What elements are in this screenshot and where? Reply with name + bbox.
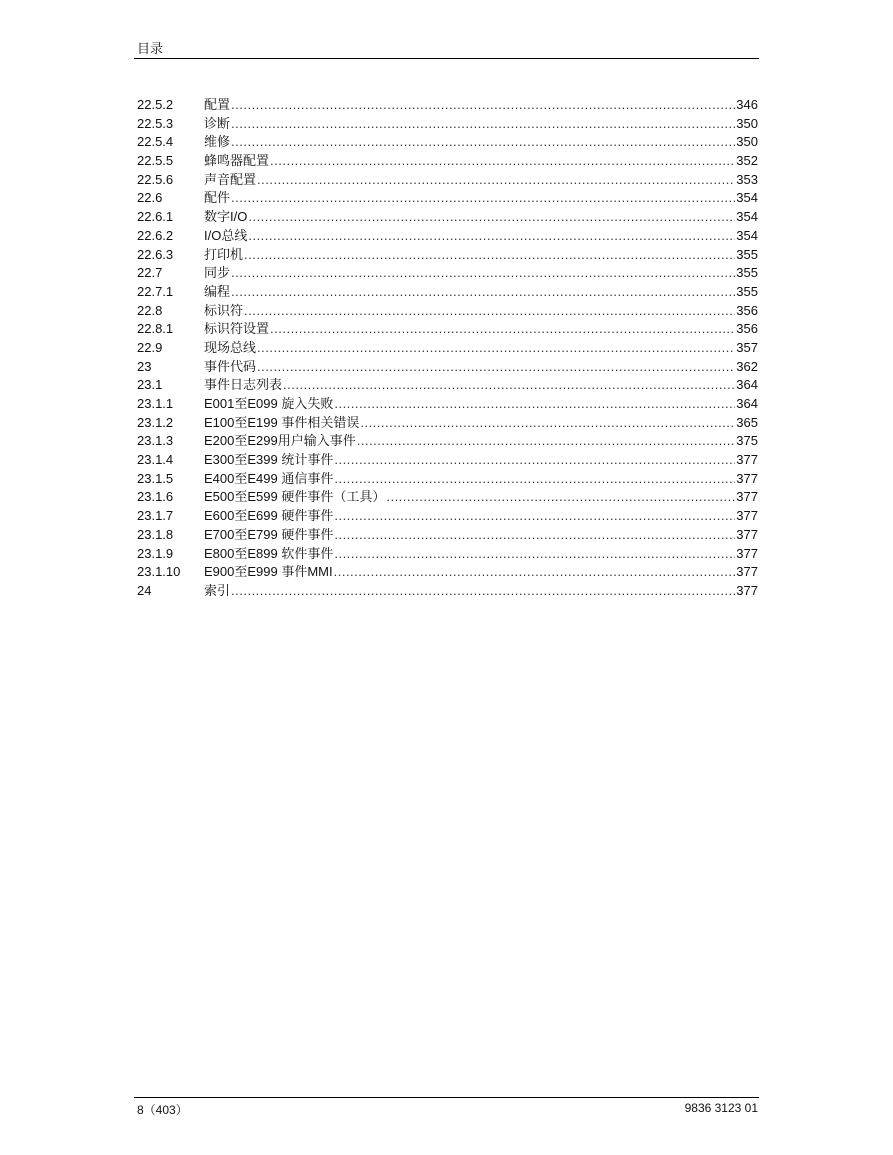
toc-entry-number: 23.1.4 xyxy=(137,452,174,468)
toc-entry-number: 22.8 xyxy=(137,302,163,318)
toc-entry[interactable] xyxy=(137,227,758,246)
toc-entry[interactable] xyxy=(137,339,758,358)
toc-entry-number: 23.1.1 xyxy=(137,396,174,411)
toc-entry-number: 23.1.3 xyxy=(137,433,174,449)
toc-dot-leader xyxy=(248,208,735,227)
toc-dot-leader xyxy=(257,358,735,377)
toc-entry[interactable] xyxy=(137,96,758,115)
footer-divider xyxy=(134,1097,759,1098)
toc-dot-leader xyxy=(231,189,735,208)
toc-entry-page: 355 xyxy=(736,265,758,281)
toc-entry-number: 22.8.1 xyxy=(137,321,174,337)
toc-entry-number: 22.5.6 xyxy=(137,171,174,187)
toc-entry-number: 23.1.2 xyxy=(137,414,174,430)
toc-entry[interactable] xyxy=(137,545,758,564)
toc-entry-number: 24 xyxy=(137,582,152,598)
toc-entry-page: 354 xyxy=(736,227,758,243)
footer-document-number: 9836 3123 01 xyxy=(684,1101,758,1115)
toc-dot-leader xyxy=(231,96,735,115)
toc-entry-title: 声音配置 xyxy=(204,171,257,187)
toc-entry[interactable] xyxy=(137,246,758,265)
toc-entry-page: 375 xyxy=(736,433,758,449)
toc-entry-number: 22.7.1 xyxy=(137,283,174,299)
toc-entry[interactable] xyxy=(137,320,758,339)
toc-entry-page: 377 xyxy=(736,545,758,561)
toc-entry-title: 蜂鸣器配置 xyxy=(204,153,270,169)
toc-dot-leader xyxy=(244,246,735,265)
toc-entry-title: 标识符设置 xyxy=(204,321,270,337)
toc-dot-leader xyxy=(360,414,735,433)
toc-entry-page: 356 xyxy=(736,321,758,337)
toc-entry-number: 22.5.4 xyxy=(137,134,174,150)
toc-entry-title: E600至E699 硬件事件 xyxy=(204,508,334,524)
toc-entry-page: 350 xyxy=(736,115,758,131)
toc-entry-page: 377 xyxy=(736,582,758,598)
toc-entry[interactable] xyxy=(137,488,758,507)
toc-entry[interactable] xyxy=(137,526,758,545)
toc-entry-title: 标识符 xyxy=(204,302,244,318)
toc-entry-number: 23.1.7 xyxy=(137,508,174,524)
toc-dot-leader xyxy=(334,470,735,489)
toc-entry-title: E500至E599 硬件事件（工具） xyxy=(204,489,386,505)
toc-entry-title: E100至E199 事件相关错误 xyxy=(204,414,360,430)
toc-entry[interactable] xyxy=(137,376,758,395)
toc-entry-title: 编程 xyxy=(204,283,231,299)
toc-dot-leader xyxy=(334,507,735,526)
toc-entry-title: 打印机 xyxy=(204,246,244,262)
toc-dot-leader xyxy=(231,115,735,134)
toc-dot-leader xyxy=(231,283,735,302)
toc-entry-page: 354 xyxy=(736,209,758,225)
toc-entry-title: 索引 xyxy=(204,582,231,598)
toc-entry-title: 配置 xyxy=(204,97,231,112)
toc-dot-leader xyxy=(386,488,735,507)
toc-dot-leader xyxy=(270,320,735,339)
toc-entry-title: 配件 xyxy=(204,190,231,206)
footer-page-number: 8（403） xyxy=(137,1103,188,1117)
toc-entry-page: 364 xyxy=(736,377,758,393)
toc-entry-page: 362 xyxy=(736,358,758,374)
toc-entry-page: 377 xyxy=(736,564,758,580)
toc-dot-leader xyxy=(270,152,735,171)
toc-dot-leader xyxy=(231,264,735,283)
toc-entry[interactable] xyxy=(137,432,758,451)
toc-entry-number: 23.1.6 xyxy=(137,489,174,505)
toc-dot-leader xyxy=(334,526,735,545)
toc-entry-number: 22.6.1 xyxy=(137,209,174,225)
toc-entry-number: 22.9 xyxy=(137,339,163,355)
toc-dot-leader xyxy=(357,432,736,451)
toc-entry[interactable] xyxy=(137,395,758,414)
toc-entry-title: 同步 xyxy=(204,265,231,281)
header-divider xyxy=(134,58,759,59)
toc-entry[interactable] xyxy=(137,507,758,526)
toc-entry-number: 22.7 xyxy=(137,265,163,281)
toc-entry-title: 诊断 xyxy=(204,115,231,131)
toc-entry[interactable] xyxy=(137,189,758,208)
toc-entry-number: 23.1.9 xyxy=(137,545,174,561)
toc-entry-number: 22.5.3 xyxy=(137,115,174,131)
table-of-contents xyxy=(137,96,758,601)
toc-entry[interactable] xyxy=(137,133,758,152)
toc-entry-number: 23.1 xyxy=(137,377,163,393)
toc-entry[interactable] xyxy=(137,152,758,171)
toc-entry-title: 现场总线 xyxy=(204,339,257,355)
toc-entry-title: 维修 xyxy=(204,134,231,150)
toc-entry-title: E800至E899 软件事件 xyxy=(204,545,334,561)
toc-dot-leader xyxy=(244,302,735,321)
toc-dot-leader xyxy=(334,451,735,470)
toc-entry[interactable] xyxy=(137,264,758,283)
toc-entry-page: 357 xyxy=(736,339,758,355)
toc-entry[interactable] xyxy=(137,208,758,227)
toc-dot-leader xyxy=(257,339,735,358)
toc-entry-title: E400至E499 通信事件 xyxy=(204,470,334,486)
toc-entry[interactable] xyxy=(137,414,758,433)
toc-entry-title: E300至E399 统计事件 xyxy=(204,452,334,468)
toc-entry-number: 23.1.8 xyxy=(137,526,174,542)
toc-entry-title: 事件日志列表 xyxy=(204,377,283,393)
toc-dot-leader xyxy=(334,545,735,564)
toc-dot-leader xyxy=(231,582,735,601)
toc-entry[interactable] xyxy=(137,358,758,377)
toc-entry[interactable] xyxy=(137,171,758,190)
page-header-title: 目录 xyxy=(137,42,164,57)
toc-entry-title: E200至E299用户输入事件 xyxy=(204,433,356,449)
toc-entry-page: 346 xyxy=(736,97,758,112)
toc-dot-leader xyxy=(231,133,735,152)
toc-dot-leader xyxy=(257,171,735,190)
toc-dot-leader xyxy=(283,376,735,395)
toc-entry-page: 352 xyxy=(736,153,758,169)
toc-entry-page: 377 xyxy=(736,470,758,486)
toc-entry[interactable] xyxy=(137,470,758,489)
toc-entry-number: 23.1.5 xyxy=(137,470,174,486)
toc-entry-number: 23.1.10 xyxy=(137,564,181,580)
toc-entry-page: 364 xyxy=(736,396,758,411)
toc-entry-title: 事件代码 xyxy=(204,358,257,374)
toc-entry-number: 22.6 xyxy=(137,190,163,206)
toc-dot-leader xyxy=(334,395,735,414)
toc-entry[interactable] xyxy=(137,302,758,321)
toc-entry[interactable] xyxy=(137,451,758,470)
toc-entry-title: E001至E099 旋入失败 xyxy=(204,396,334,411)
toc-entry-title: E900至E999 事件MMI xyxy=(204,564,333,580)
toc-entry[interactable] xyxy=(137,563,758,582)
toc-entry-page: 355 xyxy=(736,246,758,262)
toc-entry-page: 354 xyxy=(736,190,758,206)
toc-entry-number: 22.5.5 xyxy=(137,153,174,169)
toc-dot-leader xyxy=(334,563,736,582)
toc-entry-page: 355 xyxy=(736,283,758,299)
toc-entry-page: 356 xyxy=(736,302,758,318)
toc-entry-number: 22.5.2 xyxy=(137,97,174,112)
toc-entry[interactable] xyxy=(137,283,758,302)
toc-entry[interactable] xyxy=(137,582,758,601)
toc-entry-page: 377 xyxy=(736,508,758,524)
toc-entry-page: 377 xyxy=(736,489,758,505)
toc-entry-page: 377 xyxy=(736,526,758,542)
toc-entry-page: 377 xyxy=(736,452,758,468)
toc-entry-number: 22.6.2 xyxy=(137,227,174,243)
toc-entry-title: 数字I/O xyxy=(204,209,248,225)
toc-dot-leader xyxy=(248,227,735,246)
toc-entry-title: E700至E799 硬件事件 xyxy=(204,526,334,542)
toc-entry-page: 350 xyxy=(736,134,758,150)
toc-entry-number: 23 xyxy=(137,358,152,374)
toc-entry-page: 353 xyxy=(736,171,758,187)
toc-entry[interactable] xyxy=(137,115,758,134)
toc-entry-title: I/O总线 xyxy=(204,227,248,243)
toc-entry-number: 22.6.3 xyxy=(137,246,174,262)
toc-entry-page: 365 xyxy=(736,414,758,430)
